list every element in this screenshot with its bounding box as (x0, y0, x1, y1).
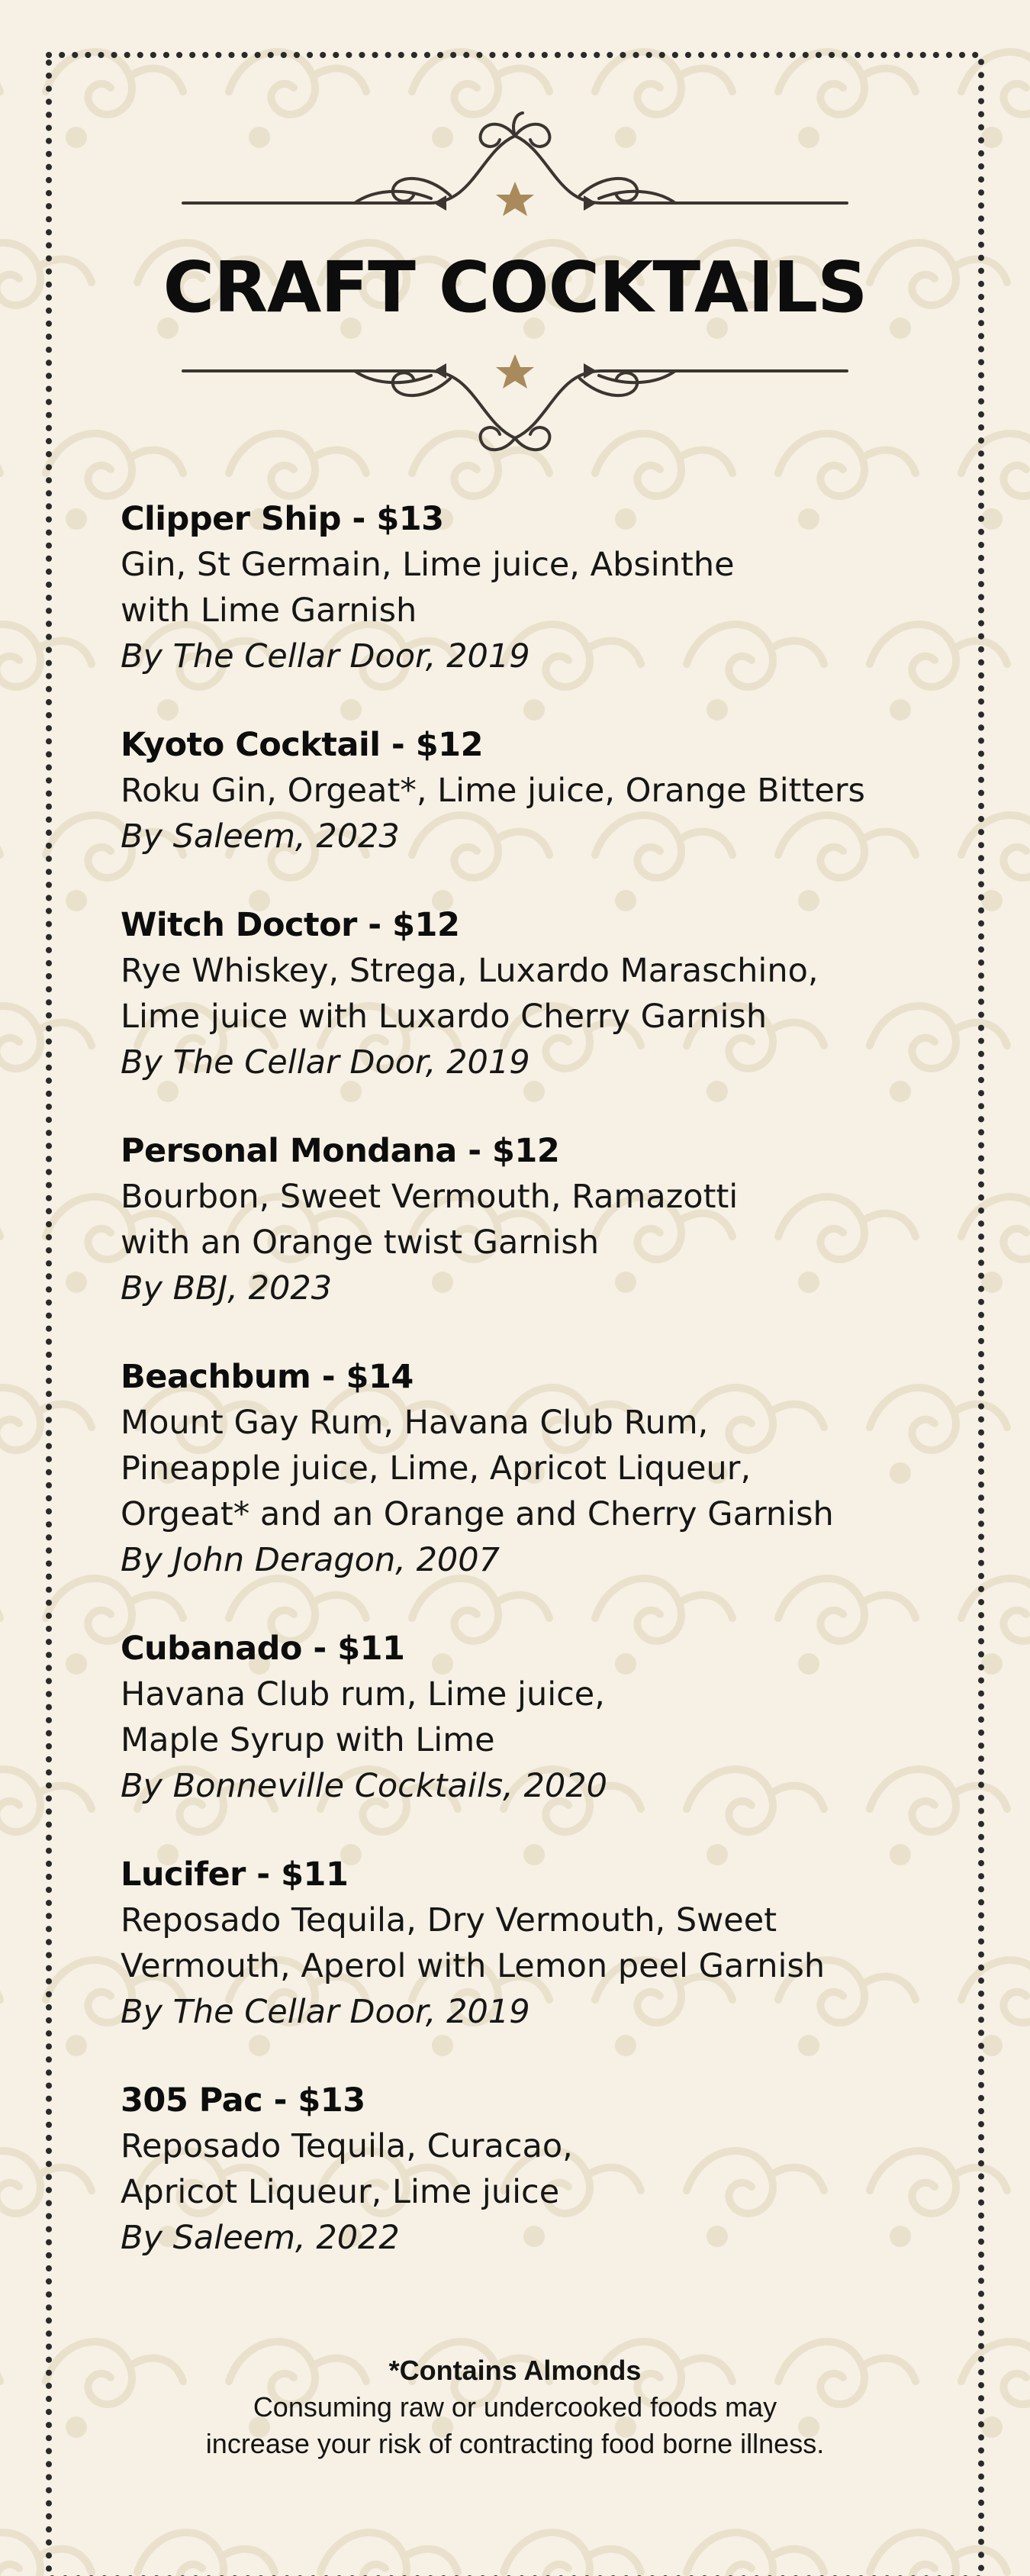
item-name: Clipper Ship - $13 (121, 500, 444, 538)
health-warning: increase your risk of contracting food borne illness. (205, 2428, 825, 2459)
item-ingredients: Reposado Tequila, Dry Vermouth, Sweet (121, 1901, 777, 1939)
list-item (121, 1852, 945, 2035)
list-item (121, 1626, 945, 1809)
star-icon (496, 182, 534, 216)
item-ingredients: with an Orange twist Garnish (121, 1224, 600, 1262)
item-name: Kyoto Cocktail - $12 (121, 726, 483, 764)
item-name: Witch Doctor - $12 (121, 906, 460, 944)
item-ingredients: Bourbon, Sweet Vermouth, Ramazotti (121, 1178, 739, 1216)
list-item (121, 722, 945, 859)
item-credit: By The Cellar Door, 2019 (121, 1043, 530, 1082)
list-item (121, 2078, 945, 2261)
item-name: Lucifer - $11 (121, 1855, 349, 1894)
star-icon (496, 354, 534, 388)
item-name: Cubanado - $11 (121, 1630, 405, 1668)
item-ingredients: Orgeat* and an Orange and Cherry Garnish (121, 1495, 834, 1533)
page-title: CRAFT COCKTAILS (163, 247, 867, 328)
item-ingredients: Maple Syrup with Lime (121, 1721, 495, 1759)
item-name: Beachbum - $14 (121, 1358, 414, 1396)
item-credit: By John Deragon, 2007 (121, 1541, 500, 1579)
item-credit: By The Cellar Door, 2019 (121, 637, 530, 675)
item-ingredients: Lime juice with Luxardo Cherry Garnish (121, 998, 768, 1036)
list-item (121, 1128, 945, 1311)
scroll-flourish-icon (183, 371, 847, 450)
item-credit: By BBJ, 2023 (121, 1269, 333, 1307)
item-ingredients: Havana Club rum, Lime juice, (121, 1675, 605, 1714)
item-ingredients: Mount Gay Rum, Havana Club Rum, (121, 1404, 709, 1442)
item-credit: By Saleem, 2023 (121, 817, 400, 856)
item-ingredients: Gin, St Germain, Lime juice, Absinthe (121, 546, 735, 584)
list-item (121, 902, 945, 1085)
item-name: 305 Pac - $13 (121, 2081, 365, 2120)
allergen-note: *Contains Almonds (388, 2355, 642, 2386)
item-ingredients: Reposado Tequila, Curacao, (121, 2127, 573, 2165)
item-credit: By Bonneville Cocktails, 2020 (121, 1767, 607, 1805)
cocktail-list (121, 496, 945, 2304)
item-ingredients: Pineapple juice, Lime, Apricot Liqueur, (121, 1449, 752, 1488)
item-ingredients: Apricot Liqueur, Lime juice (121, 2173, 560, 2211)
health-warning: Consuming raw or undercooked foods may (253, 2391, 777, 2423)
top-ornament (175, 105, 855, 220)
item-ingredients: Roku Gin, Orgeat*, Lime juice, Orange Bitters (121, 772, 865, 810)
list-item (121, 496, 945, 679)
list-item (121, 1354, 945, 1583)
item-ingredients: with Lime Garnish (121, 592, 417, 630)
item-credit: By The Cellar Door, 2019 (121, 1993, 530, 2031)
item-name: Personal Mondana - $12 (121, 1132, 560, 1170)
allergen-footer (0, 2352, 1030, 2462)
item-ingredients: Rye Whiskey, Strega, Luxardo Maraschino, (121, 952, 819, 990)
item-ingredients: Vermouth, Aperol with Lemon peel Garnish (121, 1947, 826, 1985)
item-credit: By Saleem, 2022 (121, 2219, 400, 2257)
bottom-ornament (175, 342, 855, 464)
